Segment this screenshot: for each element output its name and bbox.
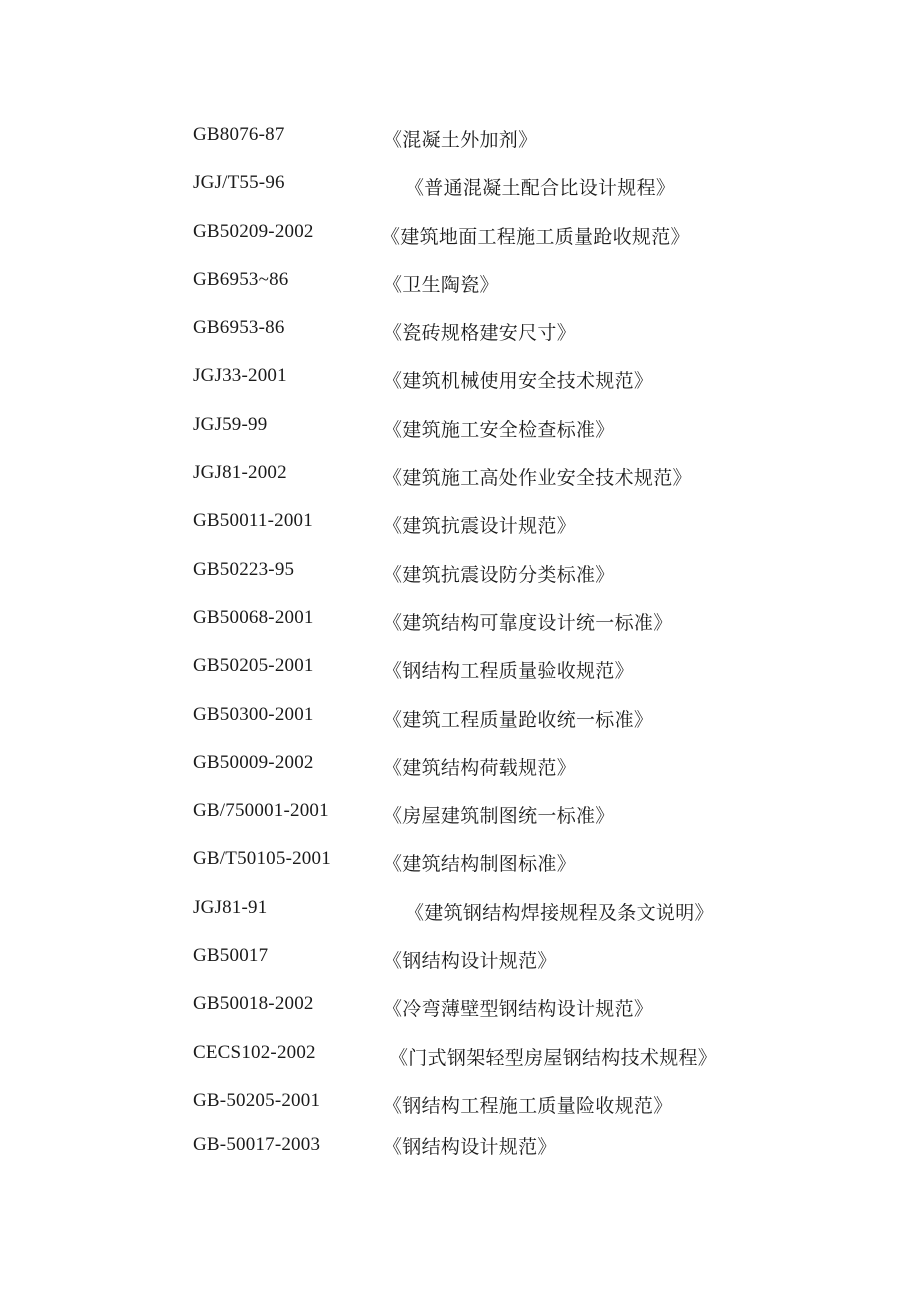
standard-title: 《建筑工程质量跄收统一标准》	[383, 708, 654, 731]
standard-title: 《瓷砖规格建安尺寸》	[383, 322, 577, 345]
list-item	[193, 265, 793, 313]
list-item	[193, 651, 793, 699]
standard-code: GB-50017-2003	[193, 1134, 321, 1156]
standard-title: 《建筑钢结构焊接规程及条文说明》	[405, 901, 714, 924]
list-item	[193, 361, 793, 409]
standard-title: 《建筑施工安全检查标准》	[383, 418, 615, 441]
list-item	[193, 1134, 793, 1182]
list-item	[193, 700, 793, 748]
standard-code: GB50300-2001	[193, 703, 314, 725]
standard-title: 《门式钢架轻型房屋钢结构技术规程》	[389, 1046, 718, 1069]
standard-code: GB50011-2001	[193, 510, 313, 532]
standard-title: 《建筑施工高处作业安全技术规范》	[383, 467, 692, 490]
list-item	[193, 796, 793, 844]
list-item	[193, 941, 793, 989]
standard-code: GB8076-87	[193, 124, 285, 145]
standard-code: GB50223-95	[193, 558, 295, 580]
standard-title: 《建筑地面工程施工质量跄收规范》	[381, 225, 690, 248]
standard-title: 《钢结构设计规范》	[383, 1136, 557, 1159]
standard-title: 《冷弯薄壁型钢结构设计规范》	[383, 998, 654, 1021]
standard-code: GB50068-2001	[193, 606, 314, 628]
standard-code: GB50017	[193, 945, 269, 967]
standard-code: GB-50205-2001	[193, 1089, 321, 1111]
list-item	[193, 555, 793, 603]
standard-code: GB6953-86	[193, 317, 285, 339]
standard-code: JGJ59-99	[193, 413, 268, 435]
standard-code: CECS102-2002	[193, 1041, 316, 1063]
list-item	[193, 844, 793, 892]
standard-title: 《房屋建筑制图统一标准》	[383, 805, 615, 828]
standard-code: JGJ81-91	[193, 896, 268, 918]
standard-code: GB/T50105-2001	[193, 848, 331, 870]
standard-code: GB50018-2002	[193, 993, 314, 1015]
list-item	[193, 989, 793, 1037]
list-item	[193, 1038, 793, 1086]
standard-title: 《建筑机械使用安全技术规范》	[383, 370, 654, 393]
list-item	[193, 458, 793, 506]
standard-title: 《卫生陶瓷》	[383, 273, 499, 296]
list-item	[193, 748, 793, 796]
standards-list	[193, 120, 793, 1183]
standard-title: 《建筑结构荷载规范》	[383, 756, 577, 779]
standard-code: JGJ/T55-96	[193, 172, 285, 194]
standard-code: GB50009-2002	[193, 751, 314, 773]
list-item	[193, 168, 793, 216]
standard-code: JGJ81-2002	[193, 462, 287, 484]
standard-code: JGJ33-2001	[193, 365, 287, 387]
standard-title: 《建筑结构可靠度设计统一标准》	[383, 611, 673, 634]
standard-code: GB50205-2001	[193, 655, 314, 677]
standard-code: GB50209-2002	[193, 220, 314, 242]
list-item	[193, 313, 793, 361]
standard-title: 《混凝土外加剂》	[383, 129, 538, 151]
standard-title: 《建筑结构制图标准》	[383, 853, 577, 876]
standard-title: 《钢结构设计规范》	[383, 950, 557, 973]
standard-title: 《建筑抗震设计规范》	[383, 515, 577, 538]
list-item	[193, 410, 793, 458]
standard-title: 《钢结构工程质量验收规范》	[383, 660, 634, 683]
list-item	[193, 217, 793, 265]
list-item	[193, 603, 793, 651]
list-item	[193, 893, 793, 941]
standard-code: GB/750001-2001	[193, 800, 329, 822]
list-item	[193, 120, 793, 168]
standard-title: 《建筑抗震设防分类标准》	[383, 563, 615, 586]
standard-title: 《钢结构工程施工质量险收规范》	[383, 1094, 673, 1117]
standard-title: 《普通混凝土配合比设计规程》	[405, 177, 676, 200]
list-item	[193, 1086, 793, 1134]
standard-code: GB6953~86	[193, 268, 289, 290]
list-item	[193, 506, 793, 554]
